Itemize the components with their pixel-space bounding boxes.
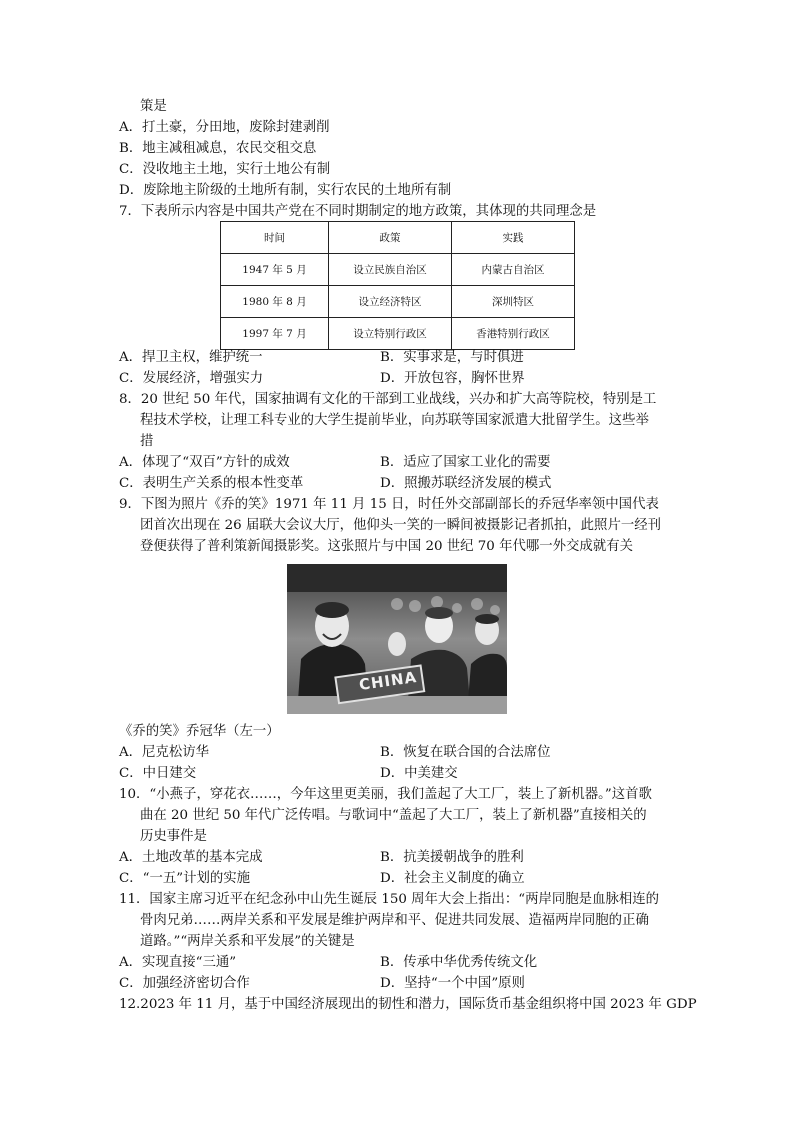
table-header-row [221,222,575,254]
table-header-cell: 实践 [451,222,574,254]
table-cell: 设立特别行政区 [329,318,452,350]
table-cell: 设立民族自治区 [329,254,452,286]
q8-option-d[interactable]: D．照搬苏联经济发展的模式 [380,476,552,491]
q10-option-c[interactable]: C．“一五”计划的实施 [119,871,251,886]
q9-option-a[interactable]: A．尼克松访华 [119,745,210,760]
joe-laugh-photo [287,564,507,714]
q8-option-b[interactable]: B．适应了国家工业化的需要 [380,455,551,470]
q6-option-d[interactable]: D．废除地主阶级的土地所有制，实行农民的土地所有制 [119,183,452,198]
q11-stem-line: 11．国家主席习近平在纪念孙中山先生诞辰 150 周年大会上指出：“两岸同胞是血脉相连的 [119,892,660,907]
q9-option-b[interactable]: B．恢复在联合国的合法席位 [380,745,551,760]
q10-stem-line: 10．“小燕子，穿花衣……，今年这里更美丽，我们盖起了大工厂，装上了新机器。”这首歌 [119,787,652,802]
table-header-cell: 时间 [221,222,329,254]
q9-stem-line: 团首次出现在 26 届联大会议大厅，他仰头一笑的一瞬间被摄影记者抓拍，此照片一经刊 [140,518,662,533]
q10-option-d[interactable]: D．社会主义制度的确立 [380,871,525,886]
q11-stem-line: 道路。”“两岸关系和平发展”的关键是 [140,934,355,949]
q11-stem-line: 骨肉兄弟……两岸关系和平发展是维护两岸和平、促进共同发展、造福两岸同胞的正确 [140,913,649,928]
q8-stem-line: 8．20 世纪 50 年代，国家抽调有文化的干部到工业战线，兴办和扩大高等院校，特别是工 [119,392,657,407]
q8-option-c[interactable]: C．表明生产关系的根本性变革 [119,476,304,491]
q9-stem-line: 登便获得了普利策新闻摄影奖。这张照片与中国 20 世纪 70 年代哪一外交成就有关 [140,539,633,554]
table-row [221,254,575,286]
table-cell: 1947 年 5 月 [221,254,329,286]
table-cell: 1997 年 7 月 [221,318,329,350]
q8-stem-line: 措 [140,434,154,449]
q9-stem-line: 9．下图为照片《乔的笑》1971 年 11 月 15 日，时任外交部副部长的乔冠华率领中国代表 [119,497,659,512]
q7-option-b[interactable]: B．实事求是，与时俱进 [380,350,524,365]
q6-option-b[interactable]: B．地主减租减息，农民交租交息 [119,141,317,156]
q6-option-a[interactable]: A．打土豪，分田地，废除封建剥削 [119,120,330,135]
q11-option-b[interactable]: B．传承中华优秀传统文化 [380,955,538,970]
q11-option-d[interactable]: D．坚持“一个中国”原则 [380,976,525,991]
q11-option-c[interactable]: C．加强经济密切合作 [119,976,250,991]
table-cell: 1980 年 8 月 [221,286,329,318]
q12-stem-line: 12.2023 年 11 月，基于中国经济展现出的韧性和潜力，国际货币基金组织将中国 2023 年 GDP [119,997,697,1012]
q6-stem-tail: 策是 [140,99,167,114]
photo-illustration [287,564,507,714]
table-cell: 香港特别行政区 [451,318,574,350]
policy-table [220,221,575,350]
q9-option-d[interactable]: D．中美建交 [380,766,458,781]
q8-stem-line: 程技术学校，让理工科专业的大学生提前毕业，向苏联等国家派遣大批留学生。这些举 [140,413,649,428]
q9-option-c[interactable]: C．中日建交 [119,766,197,781]
q9-photo-caption: 《乔的笑》乔冠华（左一） [119,724,280,739]
q11-option-a[interactable]: A．实现直接“三通” [119,955,237,970]
q7-option-c[interactable]: C．发展经济，增强实力 [119,371,264,386]
table-cell: 深圳特区 [451,286,574,318]
q10-stem-line: 历史事件是 [140,829,207,844]
q8-option-a[interactable]: A．体现了“双百”方针的成效 [119,455,290,470]
q10-stem-line: 曲在 20 世纪 50 年代广泛传唱。与歌词中“盖起了大工厂，装上了新机器”直接相关的 [140,808,647,823]
q10-option-a[interactable]: A．土地改革的基本完成 [119,850,263,865]
china-nameplate-label: CHINA [357,668,419,694]
q7-stem: 7．下表所示内容是中国共产党在不同时期制定的地方政策，其体现的共同理念是 [119,204,597,219]
table-row [221,318,575,350]
q6-option-c[interactable]: C．没收地主土地，实行土地公有制 [119,162,331,177]
table-header-cell: 政策 [329,222,452,254]
table-cell: 设立经济特区 [329,286,452,318]
table-cell: 内蒙古自治区 [451,254,574,286]
q7-option-d[interactable]: D．开放包容，胸怀世界 [380,371,525,386]
q10-option-b[interactable]: B．抗美援朝战争的胜利 [380,850,524,865]
q7-option-a[interactable]: A．捍卫主权，维护统一 [119,350,263,365]
table-row [221,286,575,318]
